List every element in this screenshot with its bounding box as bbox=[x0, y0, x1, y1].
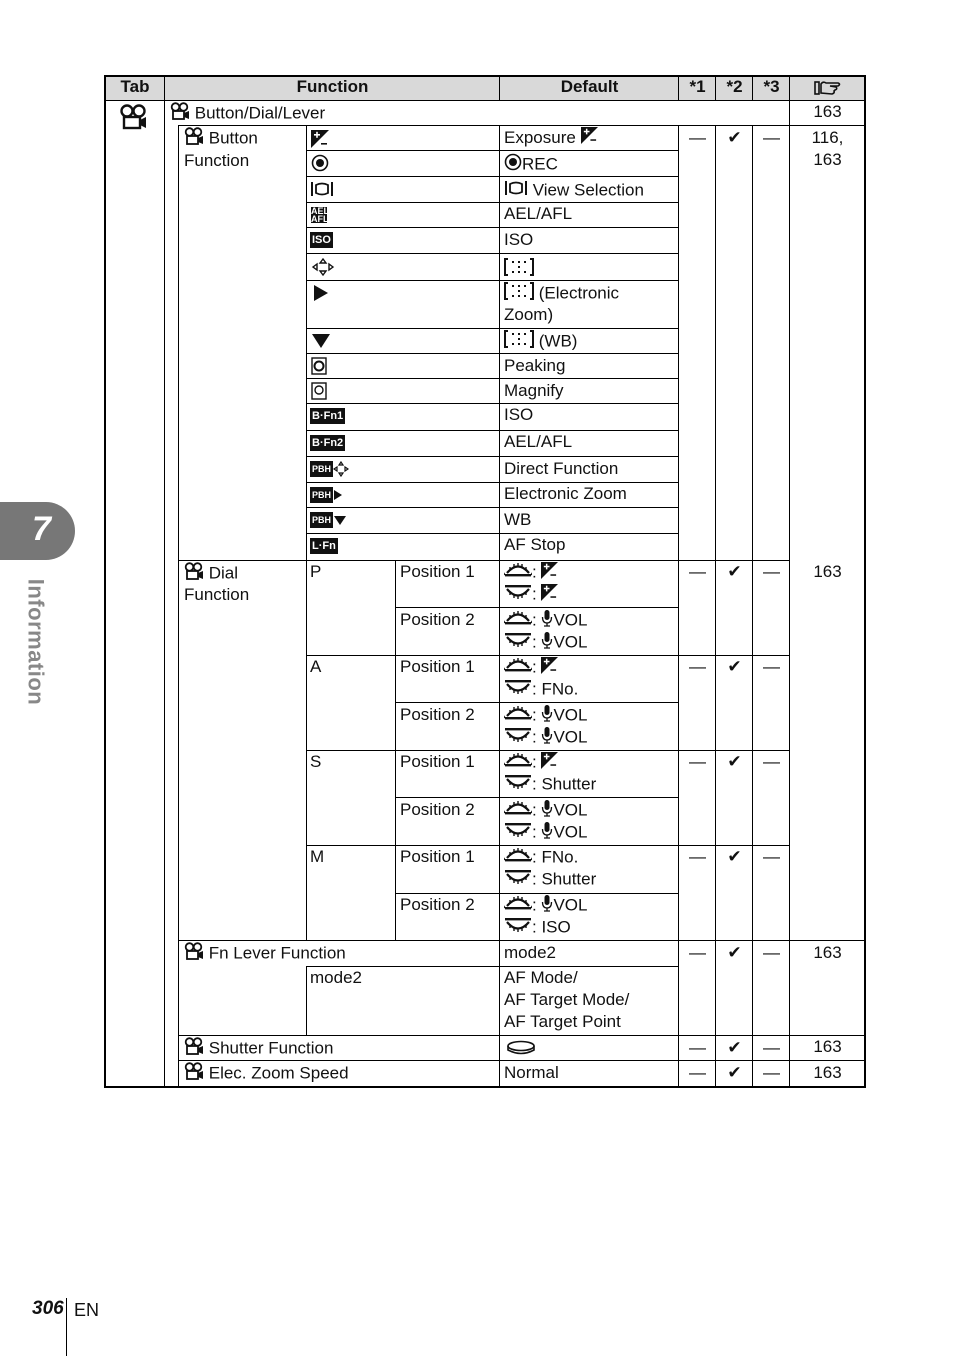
shutter-c2: ✔ bbox=[727, 1038, 742, 1057]
dial-value: VOL bbox=[553, 894, 588, 914]
front-dial-icon bbox=[504, 704, 532, 728]
dial-mode-c1: — bbox=[689, 657, 706, 676]
dial-mode-p: P bbox=[310, 562, 322, 581]
dial-value: VOL bbox=[553, 704, 588, 724]
button-function-label-2: Function bbox=[184, 151, 250, 170]
dial-rear-setting bbox=[504, 821, 587, 845]
exposure-comp-icon bbox=[581, 127, 598, 150]
pbh-arrows-icon bbox=[310, 460, 349, 478]
dial-separator: : bbox=[532, 657, 542, 677]
zoom-speed-label-text: Elec. Zoom Speed bbox=[208, 1063, 349, 1083]
dial-mode-c2: ✔ bbox=[727, 847, 742, 866]
dial-separator: : bbox=[532, 609, 542, 629]
movie-icon bbox=[184, 1037, 204, 1061]
magnify-icon bbox=[311, 382, 327, 405]
fn-lever-label-text: Fn Lever Function bbox=[208, 943, 346, 963]
shutter-c1: — bbox=[689, 1038, 706, 1057]
dial-front-setting bbox=[504, 704, 587, 728]
bfn2-box: B·Fn2 bbox=[312, 436, 344, 449]
lfn-icon bbox=[310, 537, 338, 555]
rear-dial-icon bbox=[504, 583, 532, 607]
row-iso: ISO bbox=[504, 230, 534, 249]
dial-mode-c1: — bbox=[689, 752, 706, 771]
group-title bbox=[170, 102, 325, 126]
iso-box: ISO bbox=[312, 233, 331, 246]
dial-value: ISO bbox=[541, 916, 571, 936]
shutter-function-label bbox=[184, 1037, 333, 1061]
dial-position-label: Position 2 bbox=[400, 894, 475, 914]
dial-separator: : bbox=[532, 916, 542, 936]
row-peaking: Peaking bbox=[504, 356, 566, 375]
front-dial-icon bbox=[504, 751, 532, 775]
arrow-pad-icon bbox=[311, 258, 335, 281]
shutter-function-label-text: Shutter Function bbox=[208, 1038, 334, 1058]
dial-front-setting bbox=[504, 894, 587, 918]
dial-rear-setting bbox=[504, 678, 578, 702]
front-dial-icon bbox=[504, 894, 532, 918]
exposure-comp-icon bbox=[541, 562, 558, 585]
group-page: 163 bbox=[813, 102, 842, 121]
button-function-label-1: Button bbox=[208, 128, 258, 148]
dial-front-setting bbox=[504, 751, 558, 775]
row-exposure bbox=[504, 127, 598, 150]
dial-mode-a: A bbox=[310, 657, 322, 676]
dial-mode-s: S bbox=[310, 752, 322, 771]
button-function-page-1: 116, bbox=[811, 128, 844, 147]
fn-lever-c3: — bbox=[763, 943, 780, 962]
rear-dial-icon bbox=[504, 631, 532, 655]
header-c2: *2 bbox=[726, 77, 743, 96]
row-rec bbox=[504, 153, 558, 177]
row-view-selection bbox=[504, 179, 644, 203]
fn-lever-sub-1: AF Mode/ bbox=[504, 968, 578, 987]
dial-position-label: Position 2 bbox=[400, 609, 475, 629]
dial-position-label: Position 2 bbox=[400, 799, 475, 819]
pbh-right-icon bbox=[310, 486, 343, 504]
af-target-icon bbox=[504, 282, 534, 306]
fn-lever-c2: ✔ bbox=[727, 943, 742, 962]
dial-front-setting bbox=[504, 656, 558, 680]
dial-mode-c2: ✔ bbox=[727, 562, 742, 581]
exposure-comp-icon bbox=[541, 584, 558, 607]
dial-value: VOL bbox=[553, 799, 588, 819]
exposure-comp-icon bbox=[541, 752, 558, 775]
zoom-c1: — bbox=[689, 1063, 706, 1082]
dial-function-label-1: Dial bbox=[208, 563, 239, 583]
dial-value: VOL bbox=[553, 609, 588, 629]
dial-value: Shutter bbox=[541, 869, 597, 889]
row-exposure-text: Exposure bbox=[504, 128, 576, 147]
zoom-c2: ✔ bbox=[727, 1063, 742, 1082]
mic-icon bbox=[541, 631, 553, 655]
button-function-page-2: 163 bbox=[813, 150, 842, 169]
header-default: Default bbox=[560, 77, 619, 96]
fn-lever-sub-mode: mode2 bbox=[310, 968, 362, 987]
dial-value: VOL bbox=[553, 631, 588, 651]
row-electronic-zoom-text: (Electronic bbox=[538, 283, 620, 303]
pbh-box: PBH bbox=[310, 487, 333, 503]
dial-rear-setting bbox=[504, 916, 571, 940]
dial-front-setting bbox=[504, 799, 587, 823]
rec-icon bbox=[504, 153, 522, 177]
zoom-c3: — bbox=[763, 1063, 780, 1082]
zoom-speed-default: Normal bbox=[504, 1063, 559, 1082]
fn-lever-page: 163 bbox=[813, 943, 842, 962]
pbh-box: PBH bbox=[310, 461, 333, 477]
rear-dial-icon bbox=[504, 773, 532, 797]
button-function-c1: — bbox=[689, 128, 706, 147]
mic-icon bbox=[541, 799, 553, 823]
row-pbh-wb: WB bbox=[504, 510, 532, 529]
bfn1-box: B·Fn1 bbox=[312, 409, 344, 422]
row-electronic-zoom bbox=[504, 282, 619, 306]
dial-mode-c3: — bbox=[763, 847, 780, 866]
dial-separator: : bbox=[532, 847, 542, 867]
rear-dial-icon bbox=[504, 678, 532, 702]
dial-rear-setting bbox=[504, 773, 596, 797]
row-pbh-zoom: Electronic Zoom bbox=[504, 484, 627, 503]
dial-mode-c3: — bbox=[763, 562, 780, 581]
fn-lever-default: mode2 bbox=[504, 943, 556, 962]
button-function-label bbox=[184, 127, 258, 151]
dial-mode-c3: — bbox=[763, 752, 780, 771]
dial-separator: : bbox=[532, 799, 542, 819]
down-arrow-icon bbox=[311, 333, 331, 354]
rear-dial-icon bbox=[504, 916, 532, 940]
dial-separator: : bbox=[532, 894, 542, 914]
fn-lever-label bbox=[184, 942, 346, 966]
row-af-stop: AF Stop bbox=[504, 535, 566, 554]
fn-lever-sub-3: AF Target Point bbox=[504, 1012, 621, 1031]
front-dial-icon bbox=[504, 656, 532, 680]
chapter-label bbox=[24, 574, 54, 714]
ael-afl-box: AEL AFL bbox=[311, 205, 329, 224]
dial-rear-setting bbox=[504, 631, 587, 655]
front-dial-icon bbox=[504, 846, 532, 870]
dial-mode-m: M bbox=[310, 847, 325, 866]
front-dial-icon bbox=[504, 561, 532, 585]
button-function-c2: ✔ bbox=[727, 128, 742, 147]
exposure-comp-icon bbox=[311, 130, 329, 153]
af-target-icon bbox=[504, 258, 534, 281]
page-language: EN bbox=[74, 1300, 100, 1320]
dial-separator: : bbox=[532, 869, 542, 889]
dial-separator: : bbox=[532, 821, 542, 841]
dial-value: VOL bbox=[553, 726, 588, 746]
page-reference-icon bbox=[814, 79, 844, 102]
dial-rear-setting bbox=[504, 726, 587, 750]
rear-dial-icon bbox=[504, 868, 532, 892]
dial-separator: : bbox=[532, 726, 542, 746]
row-bfn1: ISO bbox=[504, 405, 534, 424]
dial-value: FNo. bbox=[541, 679, 579, 699]
chapter-label-text: Information bbox=[23, 578, 49, 706]
dial-mode-c2: ✔ bbox=[727, 657, 742, 676]
group-title-text: Button/Dial/Lever bbox=[194, 103, 326, 123]
rear-dial-icon bbox=[504, 726, 532, 750]
dial-separator: : bbox=[532, 752, 542, 772]
row-rec-text: REC bbox=[522, 154, 558, 174]
dial-position-label: Position 1 bbox=[400, 657, 475, 676]
row-bfn2: AEL/AFL bbox=[504, 432, 573, 451]
row-direct-function: Direct Function bbox=[504, 459, 619, 478]
dial-front-setting bbox=[504, 846, 578, 870]
pbh-down-icon bbox=[310, 511, 347, 529]
dial-front-setting bbox=[504, 561, 558, 585]
ael-afl-icon bbox=[311, 206, 327, 224]
fn-lever-c1: — bbox=[689, 943, 706, 962]
movie-icon bbox=[184, 942, 204, 966]
row-wb-text: (WB) bbox=[538, 331, 578, 351]
peaking-icon bbox=[311, 357, 327, 380]
exposure-comp-icon bbox=[541, 657, 558, 680]
dial-mode-c2: ✔ bbox=[727, 752, 742, 771]
button-function-c3: — bbox=[763, 128, 780, 147]
af-target-icon bbox=[504, 330, 534, 354]
dial-separator: : bbox=[532, 679, 542, 699]
dial-function-page: 163 bbox=[813, 562, 842, 581]
mic-icon bbox=[541, 821, 553, 845]
header-c3: *3 bbox=[763, 77, 780, 96]
dial-separator: : bbox=[532, 774, 542, 794]
row-view-selection-text: View Selection bbox=[532, 180, 644, 200]
zoom-page: 163 bbox=[813, 1063, 842, 1082]
dial-front-setting bbox=[504, 609, 587, 633]
row-wb bbox=[504, 330, 577, 354]
view-selection-icon bbox=[504, 179, 528, 203]
rec-icon bbox=[311, 154, 329, 177]
mic-icon bbox=[541, 726, 553, 750]
movie-tab-icon bbox=[119, 104, 149, 135]
dial-separator: : bbox=[532, 584, 542, 604]
row-magnify: Magnify bbox=[504, 381, 564, 400]
footer-divider bbox=[66, 1298, 67, 1356]
dial-position-label: Position 1 bbox=[400, 752, 475, 771]
dial-value: VOL bbox=[553, 821, 588, 841]
mic-icon bbox=[541, 704, 553, 728]
row-electronic-zoom-text-2: Zoom) bbox=[504, 305, 554, 324]
header-tab: Tab bbox=[120, 77, 150, 96]
dial-value: FNo. bbox=[541, 847, 579, 867]
dial-separator: : bbox=[532, 704, 542, 724]
front-dial-icon bbox=[504, 609, 532, 633]
shutter-c3: — bbox=[763, 1038, 780, 1057]
movie-icon bbox=[184, 1062, 204, 1086]
pbh-box: PBH bbox=[310, 512, 333, 528]
page-number: 306 bbox=[32, 1298, 64, 1319]
dial-value: Shutter bbox=[541, 774, 597, 794]
mic-icon bbox=[541, 609, 553, 633]
dial-separator: : bbox=[532, 562, 542, 582]
chapter-tab bbox=[0, 502, 75, 560]
iso-icon bbox=[310, 231, 333, 249]
movie-icon bbox=[170, 102, 190, 126]
shutter-release-icon bbox=[505, 1039, 537, 1062]
front-dial-icon bbox=[504, 799, 532, 823]
zoom-speed-label bbox=[184, 1062, 349, 1086]
movie-icon bbox=[184, 127, 204, 151]
dial-separator: : bbox=[532, 631, 542, 651]
right-arrow-icon bbox=[313, 284, 329, 307]
header-c1: *1 bbox=[689, 77, 706, 96]
dial-mode-c3: — bbox=[763, 657, 780, 676]
dial-position-label: Position 2 bbox=[400, 704, 475, 724]
dial-mode-c1: — bbox=[689, 562, 706, 581]
chapter-number: 7 bbox=[32, 510, 51, 548]
movie-icon bbox=[184, 562, 204, 586]
mic-icon bbox=[541, 894, 553, 918]
lfn-box: L·Fn bbox=[312, 539, 336, 552]
header-function: Function bbox=[296, 77, 369, 96]
bfn2-icon bbox=[310, 434, 345, 452]
dial-function-label bbox=[184, 562, 238, 586]
fn-lever-sub-2: AF Target Mode/ bbox=[504, 990, 630, 1009]
rear-dial-icon bbox=[504, 821, 532, 845]
dial-mode-c1: — bbox=[689, 847, 706, 866]
row-ael-afl: AEL/AFL bbox=[504, 204, 573, 223]
view-selection-icon bbox=[310, 180, 334, 203]
dial-function-label-2: Function bbox=[184, 585, 250, 604]
dial-position-label: Position 1 bbox=[400, 562, 475, 581]
shutter-page: 163 bbox=[813, 1037, 842, 1056]
dial-rear-setting bbox=[504, 583, 558, 607]
bfn1-icon bbox=[310, 407, 345, 425]
dial-position-label: Position 1 bbox=[400, 847, 475, 866]
dial-rear-setting bbox=[504, 868, 596, 892]
